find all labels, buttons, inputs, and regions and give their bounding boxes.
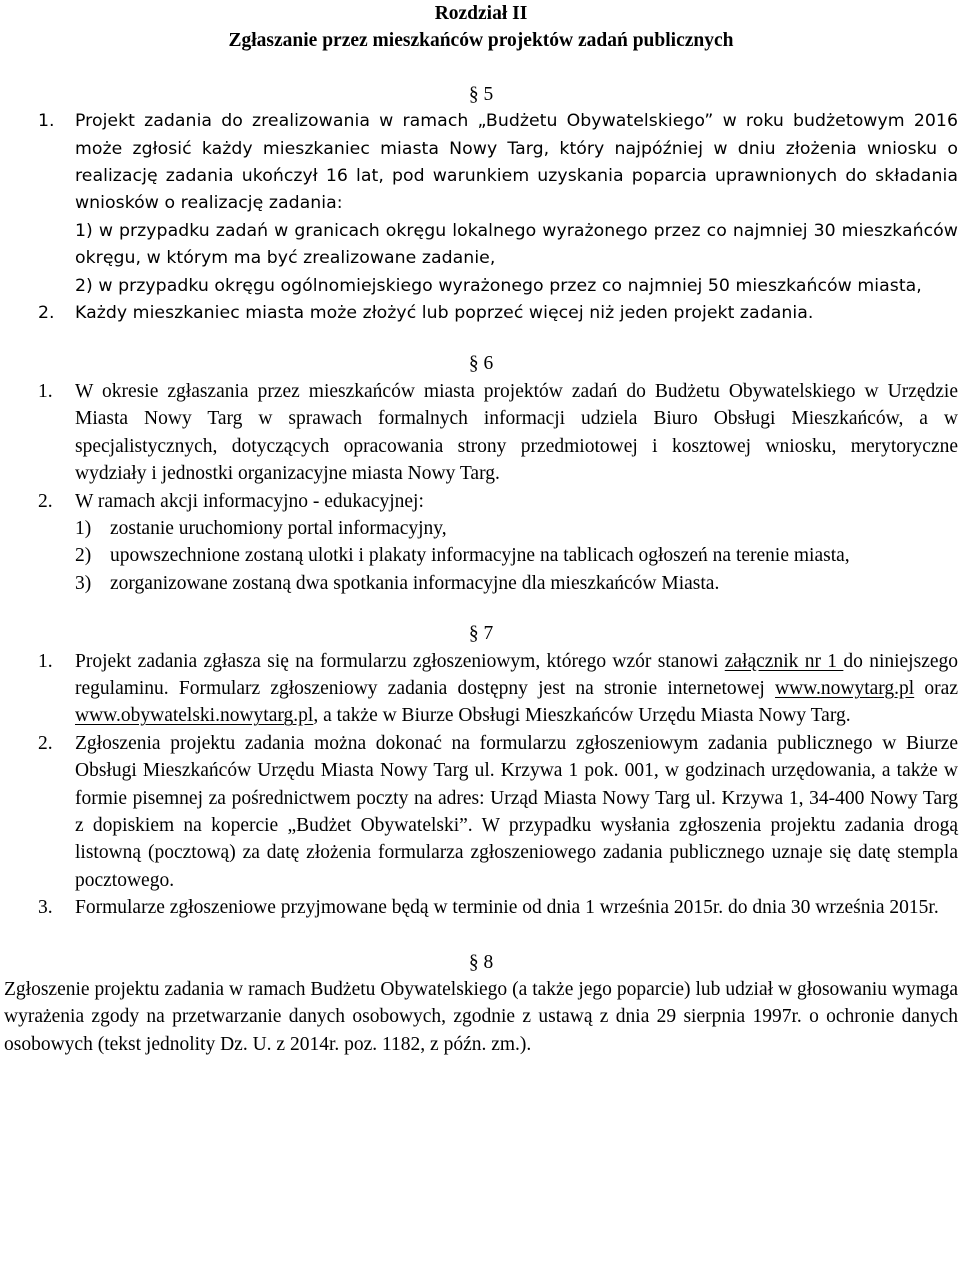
s6-sub-3-text: zorganizowane zostaną dwa spotkania informacyjne dla mieszkańców Miasta. (110, 572, 720, 594)
s7-item-1-text-b: do niniejszego regulaminu. Formularz zgłoszeniowy zadania dostępny jest na stronie internetowej (75, 650, 958, 699)
section-7 (4, 648, 958, 922)
paragraph-6-heading: § 6 (468, 353, 494, 375)
chapter-title: Rozdział II (434, 3, 528, 24)
paragraph-5-heading: § 5 (468, 83, 494, 105)
s6-sub-2 (4, 542, 958, 569)
s6-item-2-number: 2. (38, 490, 53, 512)
s7-item-1 (4, 648, 958, 730)
document-page (4, 0, 958, 1058)
s6-item-1 (4, 378, 958, 488)
s5-item-2-number: 2. (38, 303, 55, 324)
s5-item-1 (4, 108, 958, 218)
s6-item-1-number: 1. (38, 380, 53, 402)
section-6 (4, 378, 958, 597)
s7-item-1-number: 1. (38, 650, 53, 672)
paragraph-7-heading: § 7 (468, 623, 494, 645)
s8-text: Zgłoszenie projektu zadania w ramach Budżetu Obywatelskiego (a także jego poparcie) lub udział w głosowaniu wymaga wyrażenia zgody na przetwarzanie danych osobowych, zgodnie z ustawą z dnia 29 sierpnia 1997r. o ochronie danych osobowych (tekst jednolity Dz. U. z 2014r. poz. 1182, z późn. zm.). (4, 979, 958, 1055)
s6-item-2-text: W ramach akcji informacyjno - edukacyjnej: (75, 490, 424, 512)
section-5 (4, 108, 958, 327)
s5-sub-1: 1) w przypadku zadań w granicach okręgu lokalnego wyrażonego przez co najmniej 30 mieszkańców okręgu, w którym ma być zrealizowane zadanie, (75, 220, 958, 269)
s6-sub-1-number: 1) (75, 517, 92, 539)
attachment-1-link[interactable]: załącznik nr 1 (724, 650, 844, 672)
s6-sub-3-number: 3) (75, 572, 92, 594)
s6-item-1-text: W okresie zgłaszania przez mieszkańców miasta projektów zadań do Budżetu Obywatelskiego w Urzędzie Miasta Nowy Targ w sprawach formalnych informacji udziela Biuro Obsługi Mieszkańców, a w specjalistycznych, dotyczących opracowania strony przedmiotowej i kosztowej wniosku, merytoryczne wydziały i jednostki organizacyjne miasta Nowy Targ. (75, 380, 958, 485)
s7-item-3-number: 3. (38, 897, 53, 919)
chapter-subtitle: Zgłaszanie przez mieszkańców projektów zadań publicznych (228, 30, 734, 52)
s6-sub-1-text: zostanie uruchomiony portal informacyjny, (110, 517, 447, 539)
s5-sub-2: 2) w przypadku okręgu ogólnomiejskiego wyrażonego przez co najmniej 50 mieszkańców miasta, (75, 275, 922, 296)
obywatelski-link[interactable]: www.obywatelski.nowytarg.pl (75, 705, 314, 727)
s7-item-2 (4, 730, 958, 894)
s7-item-3 (4, 894, 958, 921)
paragraph-8-heading: § 8 (468, 951, 494, 973)
s7-item-1-text-d: , a także w Biurze Obsługi Mieszkańców Urzędu Miasta Nowy Targ. (313, 705, 851, 727)
s7-item-3-text: Formularze zgłoszeniowe przyjmowane będą w terminie od dnia 1 września 2015r. do dnia 30 września 2015r. (75, 897, 939, 919)
s7-item-2-number: 2. (38, 732, 53, 754)
s5-item-2-text: Każdy mieszkaniec miasta może złożyć lub poprzeć więcej niż jeden projekt zadania. (75, 303, 814, 324)
s6-sub-2-number: 2) (75, 545, 92, 567)
s7-item-1-text-a: Projekt zadania zgłasza się na formularzu zgłoszeniowym, którego wzór stanowi (75, 650, 725, 672)
s7-item-1-text-c: oraz (914, 677, 958, 699)
s5-item-1-text: Projekt zadania do zrealizowania w ramach „Budżetu Obywatelskiego” w roku budżetowym 2016 może zgłosić każdy mieszkaniec miasta Nowy Targ, który najpóźniej w dniu złożenia wniosku o realizację zadania ukończył 16 lat, pod warunkiem uzyskania poparcia uprawnionych do składania wniosków o realizację zadania: (75, 111, 958, 214)
s6-sub-2-text: upowszechnione zostaną ulotki i plakaty informacyjne na tablicach ogłoszeń na terenie miasta, (110, 545, 850, 567)
s5-item-1-number: 1. (38, 111, 55, 132)
s5-item-2 (4, 300, 958, 327)
s6-sub-3 (4, 570, 958, 597)
s6-sub-1 (4, 515, 958, 542)
nowytarg-link[interactable]: www.nowytarg.pl (775, 677, 915, 699)
s7-item-2-text: Zgłoszenia projektu zadania można dokonać na formularzu zgłoszeniowym zadania publicznego w Biurze Obsługi Mieszkańców Urzędu Miasta Nowy Targ ul. Krzywa 1 pok. 001, w godzinach urzędowania, a także w formie pisemnej za pośrednictwem poczty na adres: Urząd Miasta Nowy Targ ul. Krzywa 1, 34-400 Nowy Targ z dopiskiem na kopercie „Budżet Obywatelski”. W przypadku wysłania zgłoszenia projektu zadania drogą listowną (pocztową) za datę złożenia formularza zgłoszeniowego zadania publicznego uznaje się datę stempla pocztowego. (75, 732, 958, 891)
s6-item-2 (4, 488, 958, 515)
